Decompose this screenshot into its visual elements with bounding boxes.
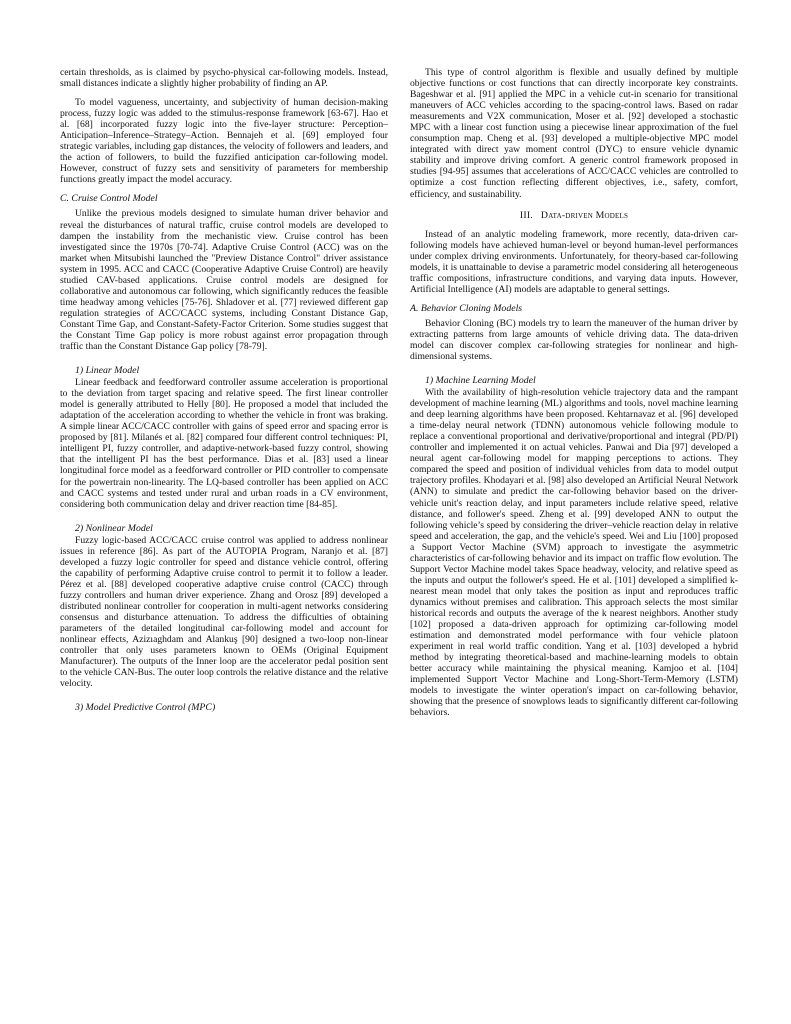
right-column — [410, 67, 738, 718]
paragraph-fuzzy-logic: To model vagueness, uncertainty, and subjectivity of human decision-making process, fuzzy logic was added to the stimulus-response framework [63-67]. Hao et al. [68] incorporated fuzzy logic into the five-layer structure: Perception–Anticipation–Inference–Strategy–Action. Bennajeh et al. [69] employed four strategic variables, including gap distances, the velocity of followers and leaders, and the action of followers, to build the fuzzified anticipation car-following model. However, construct of fuzzy sets and sensitivity of parameters for membership functions greatly impact the model accuracy. — [60, 97, 388, 186]
paragraph-cruise-control: Unlike the previous models designed to simulate human driver behavior and reveal the disturbances of natural traffic, cruise control models are developed to dampen the instability from the mechanistic view. Cruise control has been investigated since the 1970s [70-74]. Adaptive Cruise Control (ACC) was on the market when Mitsubishi launched the "Preview Distance Control" driver assistance system in 1995. ACC and CACC (Cooperative Adaptive Cruise Control) are heavily studied CAV-based applications. Cruise control models are designed for collaborative and autonomous car following, which significantly reduces the feasible time headway among vehicles [75-76]. Shladover et al. [77] reviewed different gap regulation strategies of ACC/CACC systems, including Constant Distance Gap, Constant Time Gap, and Constant-Safety-Factor Criterion. Some studies suggest that the Constant Time Gap policy is more robust against error propagation through traffic than the Constant Distance Gap policy [78-79]. — [60, 208, 388, 353]
heading-behavior-cloning: A. Behavior Cloning Models — [410, 302, 523, 314]
heading-linear-model: 1) Linear Model — [75, 365, 140, 377]
heading-mpc: 3) Model Predictive Control (MPC) — [75, 702, 216, 714]
section-number: III. — [519, 209, 533, 221]
paragraph-linear-model: Linear feedback and feedforward controller assume acceleration is proportional to the deviation from target spacing and relative speed. The first linear controller model is generally attributed to Helly [80]. He proposed a model that included the adaptation of the acceleration according to whether the vehicle in front was braking. A simple linear ACC/CACC controller with gains of speed error and spacing error is proposed by [81]. Milanés et al. [82] compared four different control techniques: PI, intelligent PI, fuzzy controller, and adaptive-network-based fuzzy control, showing that the intelligent PI has the best performance. Dias et al. [83] used a linear longitudinal force model as a feedforward controller or PID controller to compensate for the powertrain non-linearity. The LQ-based controller has been applied on ACC and CACC systems and tested under rural and urban roads in a CV environment, considering both communication delay and driver reaction time [84-85]. — [60, 377, 388, 510]
paragraph-data-driven: Instead of an analytic modeling framework, more recently, data-driven car-following models have achieved human-level or beyond human-level performances under complex driving environments. Unfortunately, for theory-based car-following models, it is unattainable to devise a parametric model considering all heterogeneous traffic compositions, infrastructure conditions, and varying data inputs. However, Artificial Intelligence (AI) models are adaptable to general settings. — [410, 228, 738, 295]
left-column — [60, 67, 388, 714]
paragraph-nonlinear-model: Fuzzy logic-based ACC/CACC cruise control was applied to address nonlinear issues in reference [86]. As part of the AUTOPIA Program, Naranjo et al. [87] developed a fuzzy logic controller for speed and distance vehicle control, offering the capability of performing Adaptive cruise control to permit it to follow a leader. Pérez et al. [88] developed cooperative adaptive cruise control (CACC) through fuzzy controllers and human driver experience. Zhang and Orosz [89] developed a distributed nonlinear controller for cooperation in multi-agent networks considering consensus and disturbance attenuation. To address the difficulties of obtaining parameters of the detailed longitudinal car-following model and account for nonlinear effects, Azizıaghdam and Alankuş [90] designed a two-loop non-linear controller that only uses parameters known to OEMs (Original Equipment Manufacturer). The outputs of the Inner loop are the accelerator pedal position sent to the vehicle CAN-Bus. The outer loop controls the relative distance and the relative velocity. — [60, 534, 388, 690]
heading-machine-learning-model: 1) Machine Learning Model — [425, 375, 536, 387]
heading-nonlinear-model: 2) Nonlinear Model — [75, 522, 153, 534]
heading-cruise-control-model: C. Cruise Control Model — [60, 193, 158, 205]
section-title: Data-driven Models — [540, 209, 629, 221]
paragraph-machine-learning: With the availability of high-resolution vehicle trajectory data and the rampant development of machine learning (ML) algorithms and tools, novel machine learning and deep learning algorithms have been proposed. Kehtarnavaz et al. [96] developed a time-delay neural network (TDNN) autonomous vehicle following module to replace a conventional proportional and derivative/proportional and integral (PD/PI) controller and implemented it on actual vehicles. Panwai and Dia [97] developed a neural agent car-following model for mapping perceptions to actions. They compared the speed and position of individual vehicles from data to model output trajectory profiles. Khodayari et al. [98] also developed an Artificial Neural Network (ANN) to simulate and predict the car-following behavior based on the driver-vehicle unit's reaction delay, and input parameters include relative speed, relative distance, and follower's speed. Zheng et al. [99] developed ANN to output the following vehicle’s speed by considering the driver–vehicle reaction delay in relative speed and acceleration, the gap, and the vehicle's speed. Wei and Liu [100] proposed a Support Vector Machine (SVM) approach to investigate the asymmetric characteristics of car-following behavior and its impact on traffic flow evolution. The Support Vector Machine model takes Space headway, velocity, and relative speed as the inputs and output the follower's speed. He et al. [101] developed a simplified k-nearest mean model that only takes the position as input and reproduces traffic dynamics without premises and calibration. This approach selects the most similar historical records and outputs the average of the k nearest neighbors. Another study [102] proposed a data-driven approach for optimizing car-following model estimation and demonstrated model performance with four vehicle platoon experiment in real world traffic condition. Yang et al. [103] developed a hybrid method by integrating theoretical-based and machine-learning models to obtain better accuracy while maintaining the physical meaning. Kamjoo et al. [104] implemented Support Vector Machine and Long-Short-Term-Memory (LSTM) models to investigate the winter operation's impact on car-following behavior, showing that the presence of snowplows leads to significantly different car-following behaviors. — [410, 387, 738, 719]
paragraph-mpc: This type of control algorithm is flexible and usually defined by multiple objective functions or cost functions that can directly incorporate key constraints. Bageshwar et al. [91] applied the MPC in a vehicle cut-in scenario for transitional maneuvers of ACC vehicles according to the spacing-control laws. Based on radar measurements and V2X communication, Moser et al. [92] developed a stochastic MPC with a linear cost function using a piecewise linear approximation of the fuel consumption map. Cheng et al. [93] developed a multiple-objective MPC model integrated with direct yaw moment control (DYC) to ensure vehicle dynamic stability and improve driving comfort. A generic control framework proposed in studies [94-95] assumes that accelerations of ACC/CACC vehicles are controlled to optimize a cost function reflecting different objectives, i.e., safety, comfort, efficiency, and sustainability. — [410, 67, 738, 200]
section-heading-data-driven — [410, 210, 738, 221]
paragraph-carryover: certain thresholds, as is claimed by psycho-physical car-following models. Instead, small distances indicate a slightly higher probability of finding an AP. — [60, 67, 388, 90]
paragraph-behavior-cloning: Behavior Cloning (BC) models try to learn the maneuver of the human driver by extracting patterns from large amounts of vehicle driving data. The data-driven model can discover complex car-following strategies for nonlinear and high-dimensional systems. — [410, 317, 738, 362]
